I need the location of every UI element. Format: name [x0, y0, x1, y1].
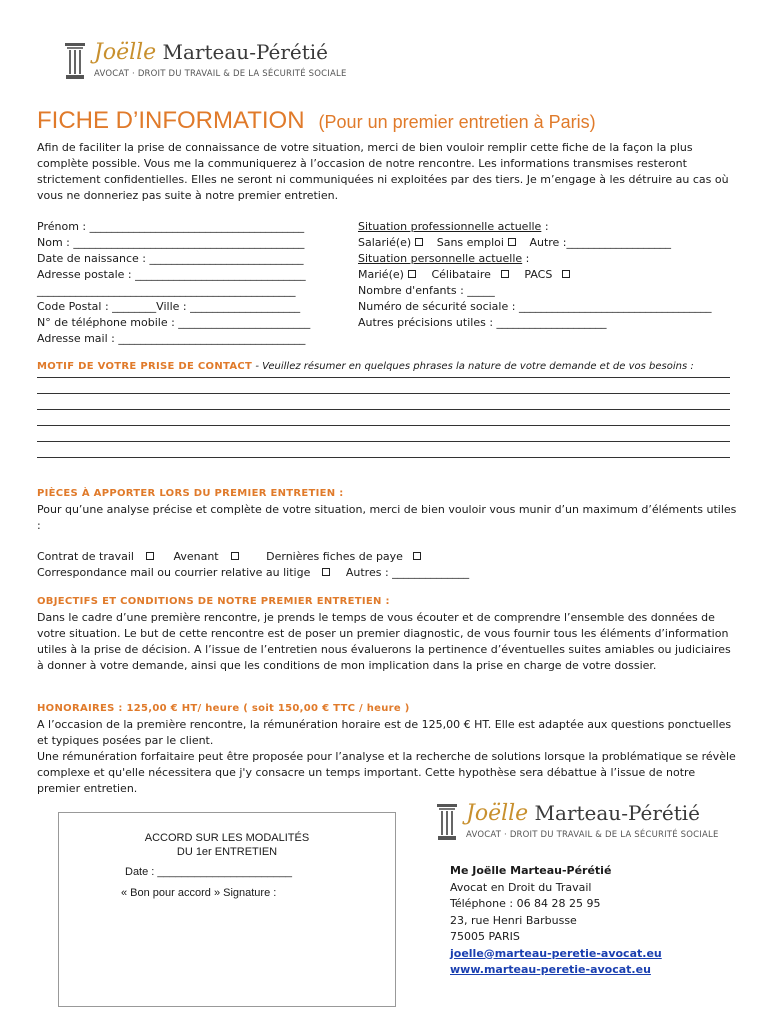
contact-role: Avocat en Droit du Travail — [450, 880, 592, 894]
field-prenom[interactable]: Prénom : _______________________________________ — [37, 220, 305, 233]
objectifs-heading: OBJECTIFS ET CONDITIONS DE NOTRE PREMIER ENTRETIEN : — [37, 596, 390, 607]
motif-line-2[interactable] — [37, 393, 730, 394]
logo-subtitle: AVOCAT · DROIT DU TRAVAIL & DE LA SÉCURITÉ SOCIALE — [466, 830, 719, 840]
logo-name: Joëlle Marteau-Pérétié — [466, 801, 701, 826]
contact-name: Me Joëlle Marteau-Pérétié — [450, 864, 612, 877]
contact-email-link[interactable]: joelle@marteau-peretie-avocat.eu — [450, 946, 662, 960]
field-autres-precisions[interactable]: Autres précisions utiles : ____________________ — [358, 316, 607, 329]
checkbox-celibataire[interactable] — [501, 270, 509, 278]
motif-line-1[interactable] — [37, 377, 730, 378]
motif-line-6[interactable] — [37, 457, 730, 458]
page-title: FICHE D’INFORMATION (Pour un premier entretien à Paris) — [37, 107, 596, 134]
accord-signature-field[interactable]: « Bon pour accord » Signature : — [121, 887, 277, 899]
field-adresse-mail[interactable]: Adresse mail : __________________________________ — [37, 332, 306, 345]
field-secu[interactable]: Numéro de sécurité sociale : ___________________________________ — [358, 300, 712, 313]
header-logo — [64, 42, 347, 80]
field-telephone[interactable]: N° de téléphone mobile : ________________________ — [37, 316, 311, 329]
checkbox-marie[interactable] — [408, 270, 416, 278]
contact-street: 23, rue Henri Barbusse — [450, 913, 577, 927]
field-autre-situation[interactable]: Autre :___________________ — [529, 236, 672, 249]
checkbox-avenant[interactable] — [231, 552, 239, 560]
contact-block — [450, 863, 662, 979]
field-adresse-postale[interactable]: Adresse postale : _______________________________ — [37, 268, 306, 281]
pieces-options: Contrat de travail Avenant Dernières fiches de paye Correspondance mail ou courrier relative au litige Autres : ______________ — [37, 550, 470, 579]
pieces-heading: PIÈCES À APPORTER LORS DU PREMIER ENTRETIEN : — [37, 488, 344, 499]
contact-phone: Téléphone : 06 84 28 25 95 — [450, 897, 601, 910]
motif-line-3[interactable] — [37, 409, 730, 410]
contact-city: 75005 PARIS — [450, 930, 520, 943]
pillar-icon — [64, 42, 86, 80]
checkbox-sans-emploi[interactable] — [508, 238, 516, 246]
field-date-naissance[interactable]: Date de naissance : ____________________________ — [37, 252, 304, 265]
checkbox-fiches-paye[interactable] — [413, 552, 421, 560]
checkbox-salarie[interactable] — [415, 238, 423, 246]
situation-perso-options: Marié(e) Célibataire PACS — [358, 267, 738, 283]
checkbox-contrat[interactable] — [146, 552, 154, 560]
honoraires-text-1: A l’occasion de la première rencontre, la rémunération horaire est de 125,00 € HT. Elle est adaptée aux questions ponctuelles et typiques posées par le client. — [37, 718, 732, 747]
situation-pro-label: Situation professionnelle actuelle : — [358, 220, 549, 233]
motif-line-4[interactable] — [37, 425, 730, 426]
accord-title-1: ACCORD SUR LES MODALITÉS — [144, 832, 310, 844]
honoraires-heading: HONORAIRES : 125,00 € HT/ heure ( soit 150,00 € TTC / heure ) — [37, 703, 410, 714]
checkbox-pacs[interactable] — [562, 270, 570, 278]
situation-pro-options: Salarié(e) Sans emploi Autre :___________________ — [358, 236, 672, 249]
footer-logo — [436, 803, 719, 841]
field-autres-pieces[interactable]: Autres : ______________ — [345, 566, 470, 579]
field-code-postal-ville[interactable]: Code Postal : ________Ville : ____________________ — [37, 300, 301, 313]
form-left-column — [37, 219, 337, 347]
checkbox-correspondance[interactable] — [322, 568, 330, 576]
form-right-column — [358, 219, 738, 331]
field-adresse-postale-line2[interactable]: _______________________________________________ — [37, 284, 296, 297]
pillar-icon — [436, 803, 458, 841]
field-nombre-enfants[interactable]: Nombre d'enfants : _____ — [358, 284, 495, 297]
field-nom[interactable]: Nom : __________________________________________ — [37, 236, 305, 249]
pieces-text: Pour qu’une analyse précise et complète de votre situation, merci de bien vouloir vous munir d’un maximum d’éléments utiles : — [37, 503, 737, 532]
accord-title-2: DU 1er ENTRETIEN — [176, 846, 278, 858]
objectifs-text: Dans le cadre d’une première rencontre, je prends le temps de vous écouter et de comprendre l’ensemble des données de votre situation. Le but de cette rencontre est de poser un premier diagnostic, de vous fournir tous les éléments d’information utiles à la prise de décision. A l’issue de l’entretien nous évaluerons la pertinence d’éventuelles suites amiables ou judiciaires à donner à votre demande, ainsi que les conditions de mon implication dans la prise en charge de votre dossier. — [37, 611, 731, 672]
honoraires-text-2: Une rémunération forfaitaire peut être proposée pour l’analyse et la recherche de solutions lorsque la problématique se révèle complexe et qu'elle nécessitera que j'y consacre un temps important. Cette hypothèse sera débattue à l’issue de notre premier entretien. — [37, 750, 736, 795]
accord-date-field[interactable]: Date : ______________________ — [125, 866, 292, 878]
situation-perso-label: Situation personnelle actuelle : — [358, 252, 530, 265]
intro-paragraph: Afin de faciliter la prise de connaissance de votre situation, merci de bien vouloir remplir cette fiche de la façon la plus complète possible. Vous me la communiquerez à l’occasion de notre rencontre. Les informations transmises resteront strictement confidentielles. Elles ne seront ni communiquées ni exploitées par des tiers. Je m’engage à les détruire au cas où vous ne donneriez pas suite à notre premier entretien. — [37, 141, 729, 202]
motif-line-5[interactable] — [37, 441, 730, 442]
logo-subtitle: AVOCAT · DROIT DU TRAVAIL & DE LA SÉCURITÉ SOCIALE — [94, 69, 347, 79]
logo-name: Joëlle Marteau-Pérétié — [94, 40, 329, 65]
accord-box — [58, 812, 396, 1007]
contact-website-link[interactable]: www.marteau-peretie-avocat.eu — [450, 963, 651, 976]
page-subtitle: (Pour un premier entretien à Paris) — [318, 112, 596, 132]
motif-heading: MOTIF DE VOTRE PRISE DE CONTACT - Veuillez résumer en quelques phrases la nature de votre demande et de vos besoins : — [37, 361, 694, 372]
